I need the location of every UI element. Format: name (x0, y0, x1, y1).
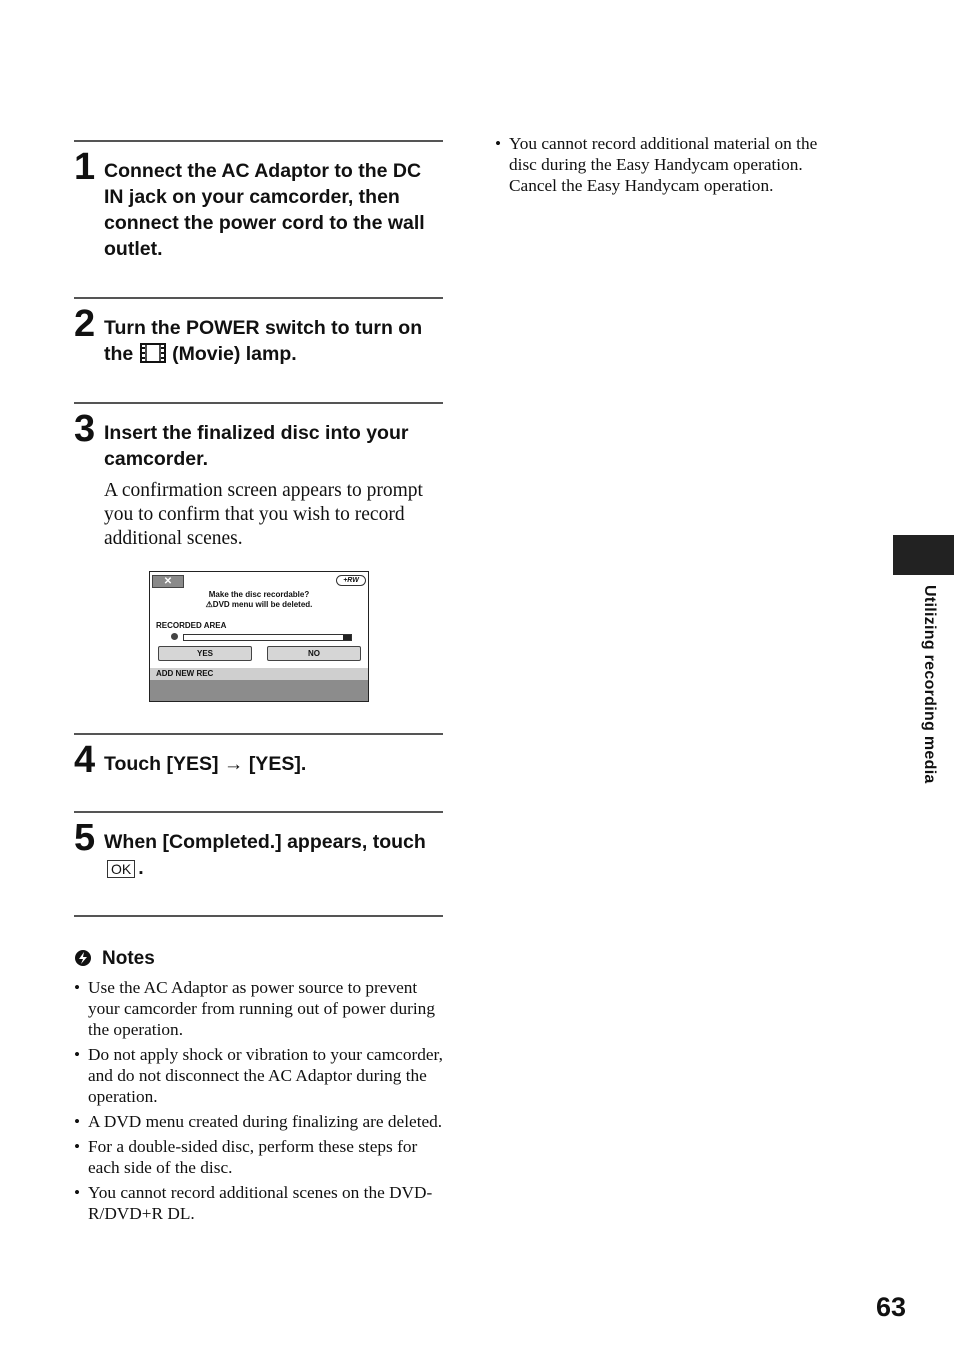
section-label: Utilizing recording media (921, 585, 938, 784)
step-4-text-after: [YES]. (248, 753, 307, 775)
notes-caution-icon (74, 949, 92, 973)
screen-footer (150, 668, 368, 701)
step-5-text (104, 829, 444, 881)
step-4-rule (74, 733, 443, 735)
right-notes-list (495, 133, 845, 196)
no-button[interactable]: NO (267, 646, 361, 661)
confirmation-screen (149, 571, 369, 702)
notes-heading-text: Notes (102, 948, 155, 969)
movie-film-icon (139, 342, 167, 371)
disc-rw-icon: +RW (336, 575, 366, 586)
disc-icon (171, 633, 178, 640)
step-5-rule (74, 811, 443, 813)
step-1-text: Connect the AC Adaptor to the DC IN jack on your camcorder, then connect the power cord to the wall outlet. (104, 160, 425, 260)
step-1-number: 1 (74, 146, 96, 188)
recorded-area-bar (183, 634, 352, 641)
step-2-text-before: Turn the POWER switch to turn on the (104, 317, 423, 365)
notes-heading (74, 948, 155, 973)
note-item: • A DVD menu created during finalizing are deleted. (74, 1111, 446, 1132)
screen-warning (150, 600, 368, 609)
step-5-number: 5 (74, 817, 96, 859)
screen-question: Make the disc recordable? (208, 590, 310, 599)
step-2-text-after: (Movie) lamp. (172, 343, 297, 365)
recorded-area-label: RECORDED AREA (156, 621, 227, 630)
warning-icon: ⚠ (205, 600, 213, 609)
ok-button-icon: OK (107, 860, 135, 878)
step-2-text (104, 315, 444, 371)
step-4-text (104, 751, 444, 777)
arrow-right-icon: → (223, 753, 244, 775)
recorded-area-end (343, 635, 351, 640)
right-note-item: • You cannot record additional material on the disc during the Easy Handycam operation. Cancel the Easy Handycam operation. (495, 133, 845, 196)
notes-list (74, 977, 446, 1228)
page-number: 63 (876, 1292, 907, 1322)
step-4-text-before: Touch [YES] (104, 753, 219, 775)
section-tab-marker (893, 535, 954, 575)
notes-rule (74, 915, 443, 917)
screen-footer-title: ADD NEW REC (150, 668, 368, 680)
screen-warning-text: DVD menu will be deleted. (212, 600, 313, 609)
step-5-text-after: . (138, 857, 144, 879)
step-3-number: 3 (74, 408, 96, 450)
yes-button[interactable]: YES (158, 646, 252, 661)
note-item: • For a double-sided disc, perform these steps for each side of the disc. (74, 1136, 446, 1178)
recorded-area-fill (184, 635, 339, 640)
step-3-body: A confirmation screen appears to prompt you to confirm that you wish to record additional scenes. (104, 480, 423, 549)
close-icon[interactable]: ✕ (152, 575, 184, 588)
step-2-number: 2 (74, 303, 96, 345)
step-1-rule (74, 140, 443, 142)
note-item: • Use the AC Adaptor as power source to prevent your camcorder from running out of power during the operation. (74, 977, 446, 1040)
note-item: • You cannot record additional scenes on the DVD-R/DVD+R DL. (74, 1182, 446, 1224)
step-3-rule (74, 402, 443, 404)
note-item: • Do not apply shock or vibration to your camcorder, and do not disconnect the AC Adaptor during the operation. (74, 1044, 446, 1107)
step-3-text: Insert the finalized disc into your camcorder. (104, 422, 409, 470)
step-4-number: 4 (74, 739, 96, 781)
step-5-text-before: When [Completed.] appears, touch (104, 831, 426, 853)
step-2-rule (74, 297, 443, 299)
